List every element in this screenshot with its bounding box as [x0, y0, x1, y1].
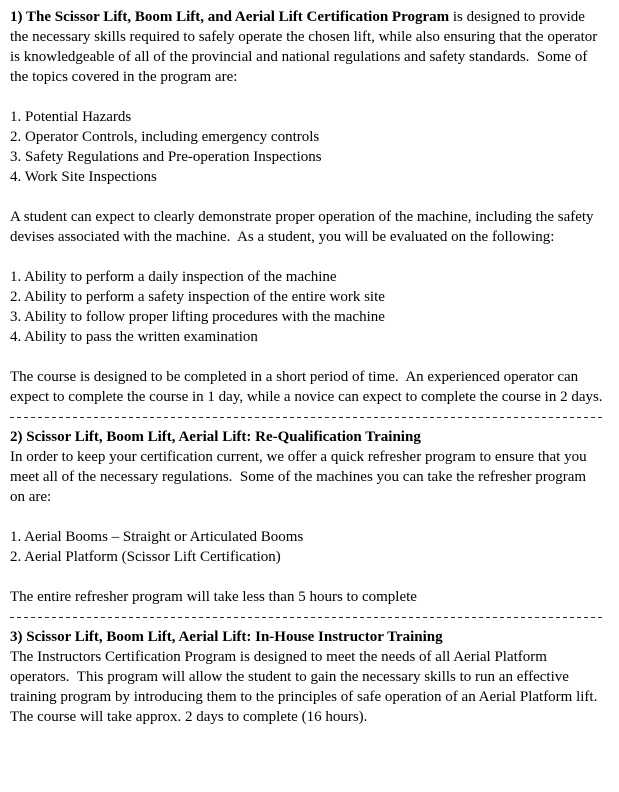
- list-item: 2. Aerial Platform (Scissor Lift Certification): [10, 549, 281, 565]
- machines-list: [10, 527, 603, 567]
- document-page: [10, 7, 603, 727]
- list-item: 2. Ability to perform a safety inspection of the entire work site: [10, 289, 385, 305]
- list-item: 3. Safety Regulations and Pre-operation Inspections: [10, 149, 322, 165]
- blank-line: [10, 507, 603, 527]
- program-intro-text: is designed to provide the necessary skills required to safely operate the chosen lift, while also ensuring that the operator is knowledgeable of all of the provincial and national regulations and safety standards. Some of the topics covered in the program are:: [10, 9, 602, 85]
- blank-line: [10, 87, 603, 107]
- list-item: 2. Operator Controls, including emergency controls: [10, 129, 320, 145]
- list-item: 1. Potential Hazards: [10, 109, 132, 125]
- requalification-heading: 2) Scissor Lift, Boom Lift, Aerial Lift: Re-Qualification Training: [10, 429, 421, 445]
- dashed-divider: [10, 617, 603, 618]
- topics-list: [10, 107, 603, 187]
- list-item: 1. Aerial Booms – Straight or Articulated Booms: [10, 529, 304, 545]
- instructor-heading: 3) Scissor Lift, Boom Lift, Aerial Lift: In-House Instructor Training: [10, 629, 443, 645]
- section-requalification-training: [10, 427, 603, 607]
- program-title-bold: 1) The Scissor Lift, Boom Lift, and Aerial Lift Certification Program: [10, 9, 450, 25]
- paragraph-refresher-duration: The entire refresher program will take less than 5 hours to complete: [10, 589, 417, 605]
- blank-line: [10, 347, 603, 367]
- section-instructor-training: [10, 627, 603, 727]
- blank-line: [10, 567, 603, 587]
- list-item: 4. Ability to pass the written examination: [10, 329, 258, 345]
- list-item: 3. Ability to follow proper lifting procedures with the machine: [10, 309, 385, 325]
- dashed-divider: [10, 417, 603, 418]
- list-item: 1. Ability to perform a daily inspection of the machine: [10, 269, 337, 285]
- list-item: 4. Work Site Inspections: [10, 169, 157, 185]
- paragraph-program-intro: [10, 7, 603, 87]
- blank-line: [10, 187, 603, 207]
- section-certification-program: [10, 7, 603, 407]
- evaluation-list: [10, 267, 603, 347]
- paragraph-requalification-intro: In order to keep your certification current, we offer a quick refresher program to ensure that you meet all of the necessary regulations. Some of the machines you can take the refresher program on are:: [10, 449, 591, 505]
- blank-line: [10, 247, 603, 267]
- paragraph-instructor-body: The Instructors Certification Program is designed to meet the needs of all Aerial Platform operators. This program will allow the student to gain the necessary skills to run an effective training program by introducing them to the principles of safe operation of an Aerial Platform lift. The course will take approx. 2 days to complete (16 hours).: [10, 649, 605, 725]
- paragraph-evaluation-intro: A student can expect to clearly demonstrate proper operation of the machine, including the safety devises associated with the machine. As a student, you will be evaluated on the following:: [10, 209, 598, 245]
- paragraph-program-duration: The course is designed to be completed in a short period of time. An experienced operator can expect to complete the course in 1 day, while a novice can expect to complete the course in 2 days.: [10, 369, 603, 405]
